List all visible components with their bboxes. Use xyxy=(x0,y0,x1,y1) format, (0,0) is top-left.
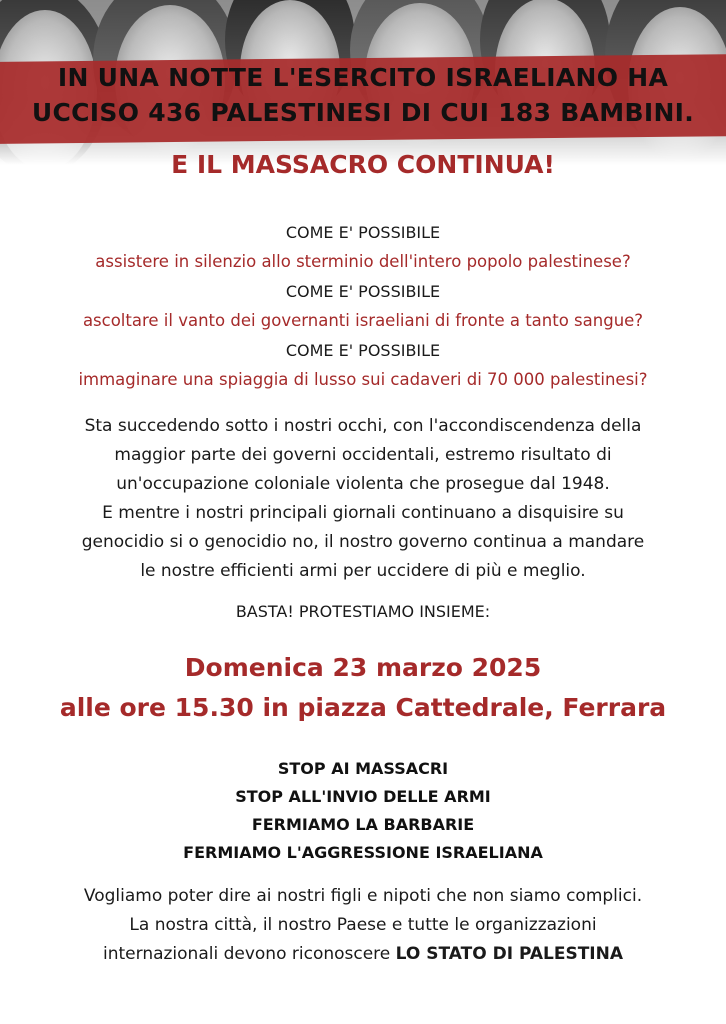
headline-line-1: IN UNA NOTTE L'ESERCITO ISRAELIANO HA xyxy=(57,63,669,92)
body-line: E mentre i nostri principali giornali continuano a disquisire su xyxy=(102,503,624,523)
body-line: Sta succedendo sotto i nostri occhi, con l'accondiscendenza della xyxy=(84,416,642,436)
headline-line-2: UCCISO 436 PALESTINESI DI CUI 183 BAMBINI. xyxy=(31,98,695,127)
event-date: Domenica 23 marzo 2025 xyxy=(184,653,542,682)
subheading: E IL MASSACRO CONTINUA! xyxy=(171,150,555,179)
body-line: maggior parte dei governi occidentali, estremo risultato di xyxy=(114,445,612,465)
slogans-list xyxy=(0,755,726,867)
closing-paragraph xyxy=(30,882,696,969)
question-label: COME E' POSSIBILE xyxy=(285,282,441,301)
question-label: COME E' POSSIBILE xyxy=(285,341,441,360)
slogan: STOP AI MASSACRI xyxy=(277,759,449,778)
event-place: alle ore 15.30 in piazza Cattedrale, Ferrara xyxy=(59,693,667,722)
slogan: FERMIAMO L'AGGRESSIONE ISRAELIANA xyxy=(183,843,543,862)
slogan: FERMIAMO LA BARBARIE xyxy=(251,815,475,834)
body-line: genocidio si o genocidio no, il nostro governo continua a mandare xyxy=(81,532,645,552)
question-text: immaginare una spiaggia di lusso sui cadaveri di 70 000 palestinesi? xyxy=(78,370,648,389)
closing-line-prefix: internazionali devono riconoscere xyxy=(103,944,396,964)
closing-line: La nostra città, il nostro Paese e tutte le organizzazioni xyxy=(129,915,597,935)
body-paragraph xyxy=(40,412,686,586)
closing-line xyxy=(30,940,696,969)
event-details xyxy=(0,648,726,728)
question-text: ascoltare il vanto dei governanti israeliani di fronte a tanto sangue? xyxy=(82,311,644,330)
body-line: le nostre efficienti armi per uccidere di più e meglio. xyxy=(140,561,586,581)
body-line: un'occupazione coloniale violenta che prosegue dal 1948. xyxy=(116,474,610,494)
call-to-action: BASTA! PROTESTIAMO INSIEME: xyxy=(235,602,491,621)
headline xyxy=(0,60,726,130)
questions-section xyxy=(0,218,726,395)
slogan: STOP ALL'INVIO DELLE ARMI xyxy=(235,787,491,806)
question-label: COME E' POSSIBILE xyxy=(285,223,441,242)
closing-emphasis: LO STATO DI PALESTINA xyxy=(395,944,623,964)
closing-line: Vogliamo poter dire ai nostri figli e nipoti che non siamo complici. xyxy=(83,886,643,906)
question-text: assistere in silenzio allo sterminio dell'intero popolo palestinese? xyxy=(95,252,631,271)
header-banner xyxy=(0,0,726,165)
